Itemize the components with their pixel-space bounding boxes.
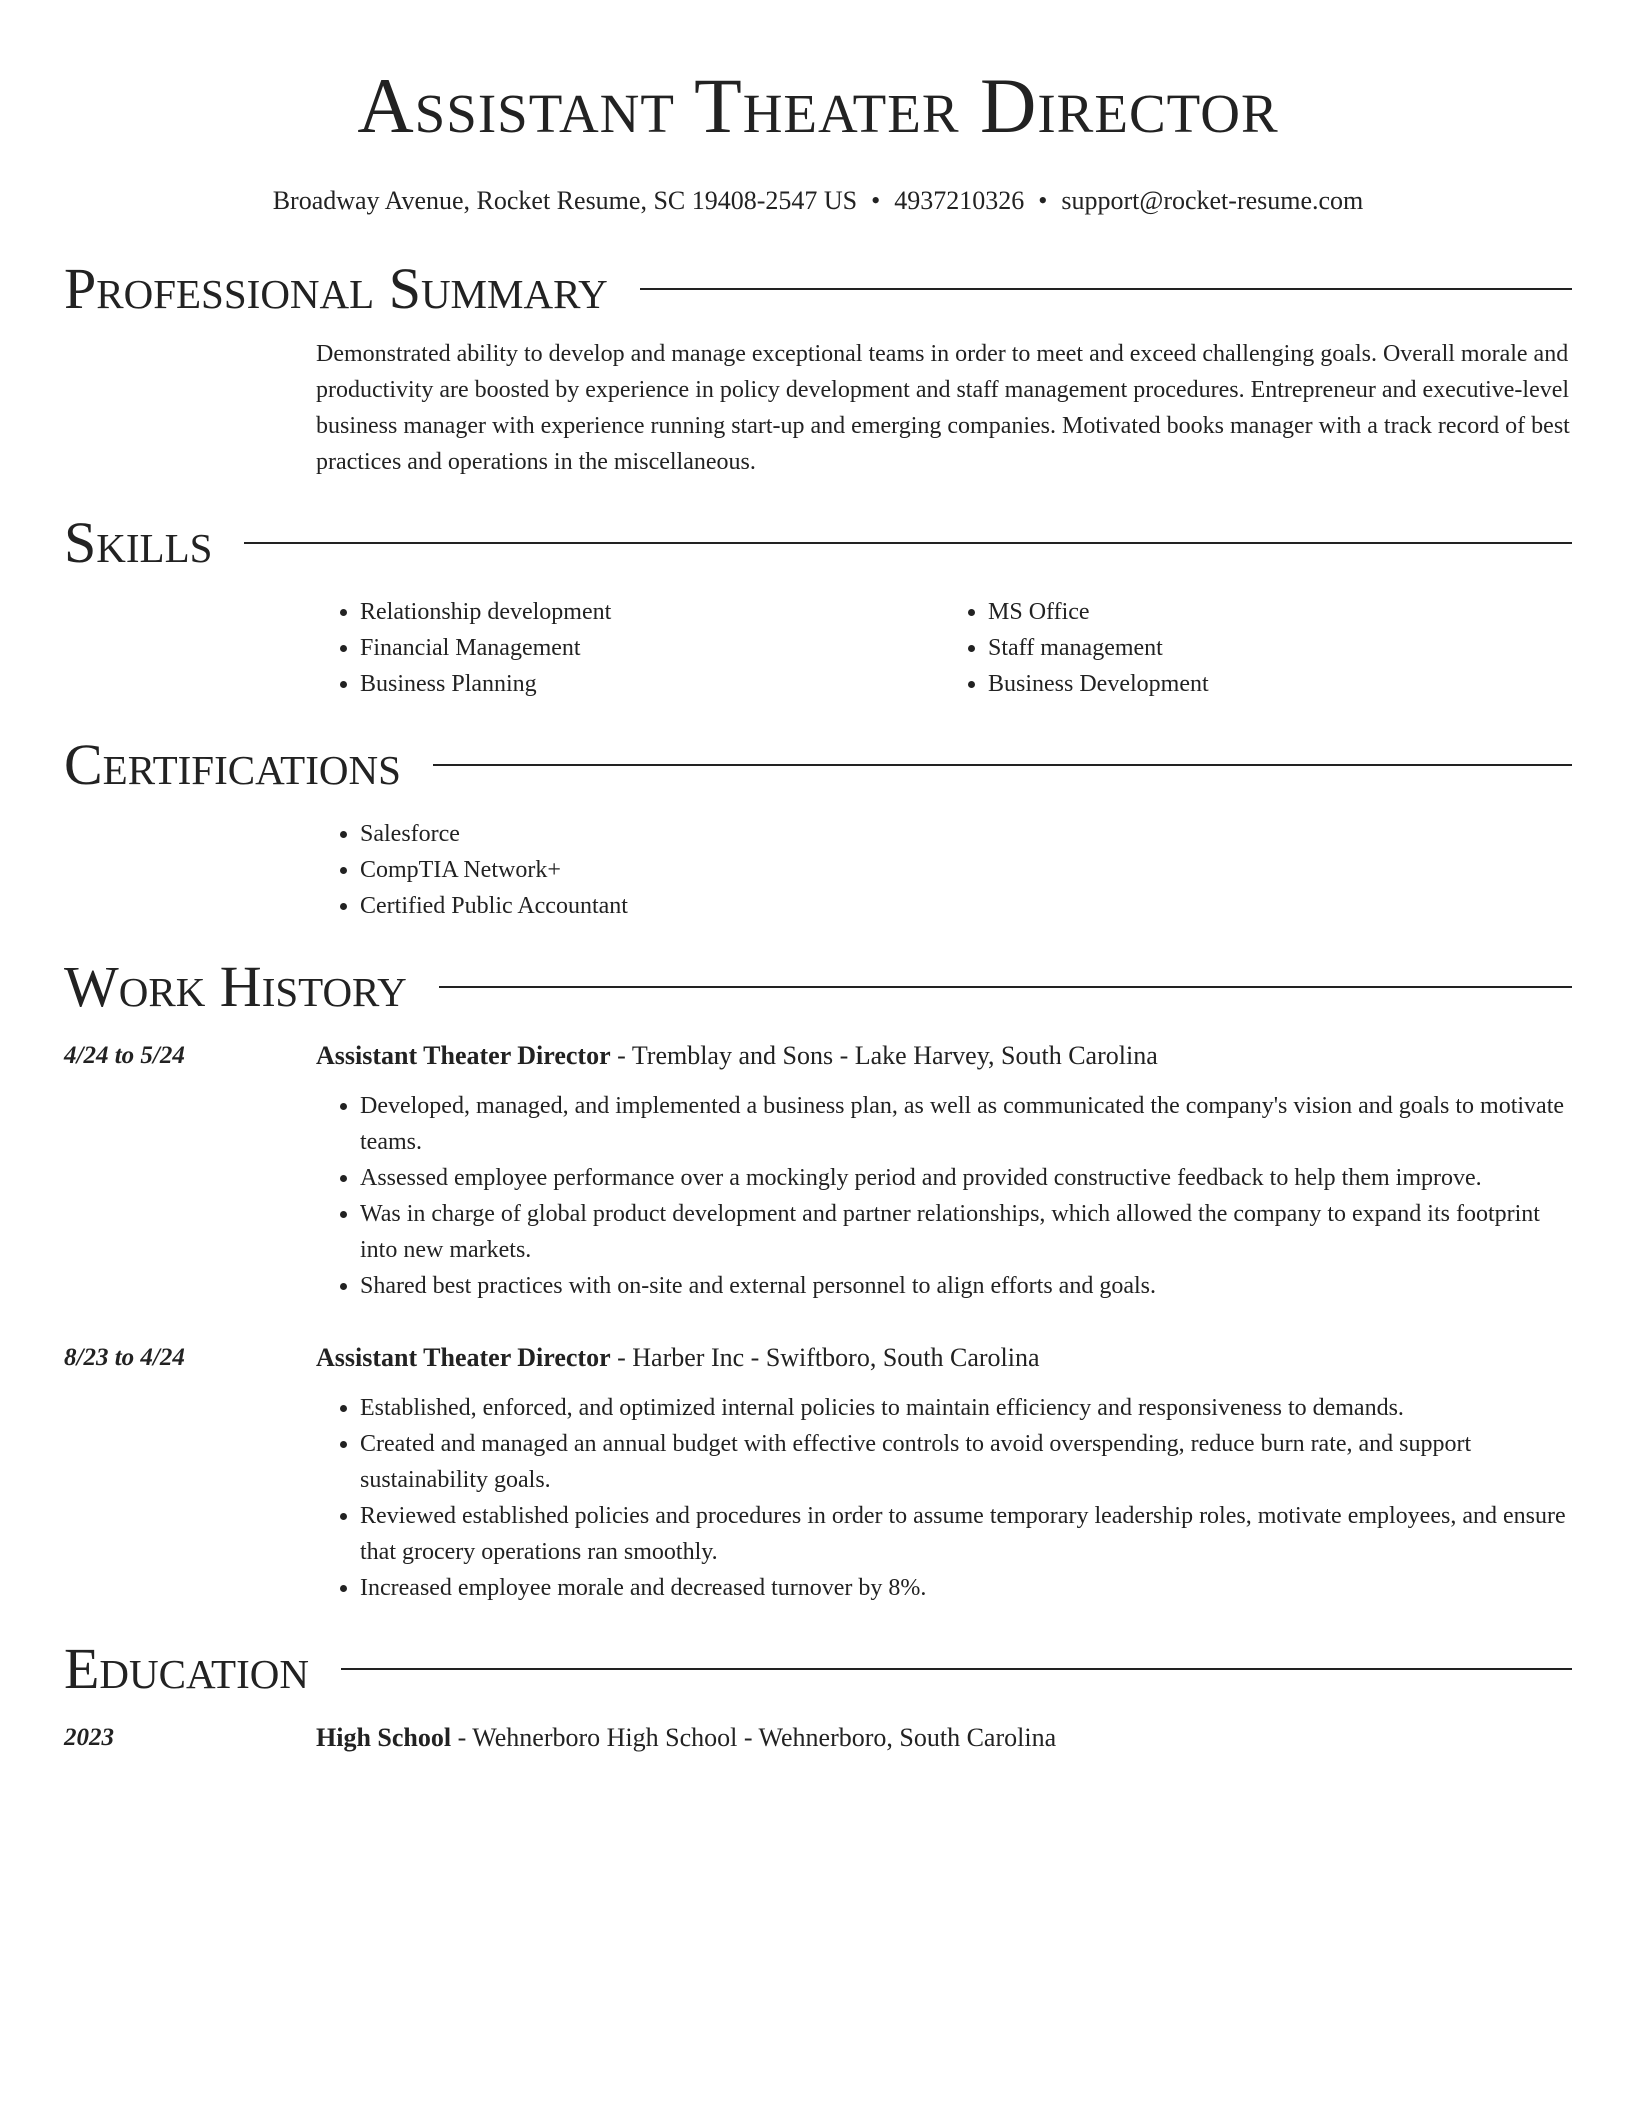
certification-item: • Salesforce (360, 816, 1572, 852)
job-title-line (316, 1038, 1572, 1074)
candidate-name: Assistant Theater Director (357, 62, 1279, 149)
skill-item: • Staff management (988, 630, 1572, 666)
contact-address: Broadway Avenue, Rocket Resume, SC 19408-2547 US (272, 186, 858, 215)
education-title-line (316, 1720, 1572, 1756)
certification-item: • CompTIA Network+ (360, 852, 1572, 888)
section-divider (439, 986, 1572, 988)
work-history-section-header (64, 954, 1572, 1020)
contact-separator: • (1038, 186, 1048, 215)
education-details (316, 1720, 1572, 1756)
education-year: 2023 (64, 1724, 114, 1751)
skills-heading: Skills (64, 510, 213, 575)
skills-list (316, 594, 1572, 702)
section-divider (433, 764, 1572, 766)
contact-separator: • (871, 186, 881, 215)
job-title-line (316, 1340, 1572, 1376)
certifications-items (316, 816, 1572, 924)
resume-page (64, 0, 1572, 1756)
skill-item: • Relationship development (360, 594, 944, 630)
job-bullet: • Shared best practices with on-site and external personnel to align efforts and goals. (360, 1268, 1572, 1304)
skill-item: • Business Development (988, 666, 1572, 702)
section-divider (244, 542, 1572, 544)
skills-column-right (944, 594, 1572, 702)
skill-item: • Business Planning (360, 666, 944, 702)
work-history-heading: Work History (64, 954, 407, 1019)
job-title: Assistant Theater Director (316, 1343, 611, 1372)
contact-line (64, 184, 1572, 218)
job-details (316, 1340, 1572, 1606)
section-divider (341, 1668, 1572, 1670)
contact-phone: 4937210326 (894, 186, 1025, 215)
skill-item: • Financial Management (360, 630, 944, 666)
job-bullets (316, 1390, 1572, 1606)
summary-heading: Professional Summary (64, 256, 608, 321)
skill-item: • MS Office (988, 594, 1572, 630)
certification-item: • Certified Public Accountant (360, 888, 1572, 924)
skills-column-left (316, 594, 944, 702)
education-degree: High School (316, 1723, 452, 1752)
education-heading: Education (64, 1636, 309, 1701)
job-bullet: • Created and managed an annual budget with effective controls to avoid overspending, reduce burn rate, and support sustainability goals. (360, 1426, 1572, 1498)
summary-section-header (64, 256, 1572, 322)
job-bullet: • Increased employee morale and decreased turnover by 8%. (360, 1570, 1572, 1606)
job-bullet: • Established, enforced, and optimized internal policies to maintain efficiency and responsiveness to demands. (360, 1390, 1572, 1426)
job-dates: 4/24 to 5/24 (64, 1042, 185, 1069)
job-entry (64, 1340, 1572, 1606)
section-divider (640, 288, 1572, 290)
job-bullet: • Was in charge of global product development and partner relationships, which allowed the company to expand its footprint into new markets. (360, 1196, 1572, 1268)
education-section-header (64, 1636, 1572, 1702)
job-dates: 8/23 to 4/24 (64, 1344, 185, 1371)
job-title: Assistant Theater Director (316, 1041, 611, 1070)
certifications-list (316, 816, 1572, 924)
job-bullet: • Developed, managed, and implemented a business plan, as well as communicated the company's vision and goals to motivate teams. (360, 1088, 1572, 1160)
education-school-location: - Wehnerboro High School - Wehnerboro, South Carolina (451, 1723, 1057, 1752)
education-entry (64, 1720, 1572, 1756)
skills-section-header (64, 510, 1572, 576)
job-entry (64, 1038, 1572, 1304)
job-bullets (316, 1088, 1572, 1304)
summary-text: Demonstrated ability to develop and manage exceptional teams in order to meet and exceed challenging goals. Overall morale and productivity are boosted by experience in policy development and staff management procedures. Entrepreneur and executive-level business manager with experience running start-up and emerging companies. Motivated books manager with a track record of best practices and operations in the miscellaneous. (316, 341, 1570, 475)
contact-email: support@rocket-resume.com (1061, 186, 1364, 215)
summary-body (316, 336, 1572, 480)
job-bullet: • Reviewed established policies and procedures in order to assume temporary leadership roles, motivate employees, and ensure that grocery operations ran smoothly. (360, 1498, 1572, 1570)
job-company-location: - Harber Inc - Swiftboro, South Carolina (610, 1343, 1040, 1372)
job-details (316, 1038, 1572, 1304)
certifications-section-header (64, 732, 1572, 798)
job-bullet: • Assessed employee performance over a mockingly period and provided constructive feedback to help them improve. (360, 1160, 1572, 1196)
certifications-heading: Certifications (64, 732, 401, 797)
job-company-location: - Tremblay and Sons - Lake Harvey, South Carolina (610, 1041, 1158, 1070)
